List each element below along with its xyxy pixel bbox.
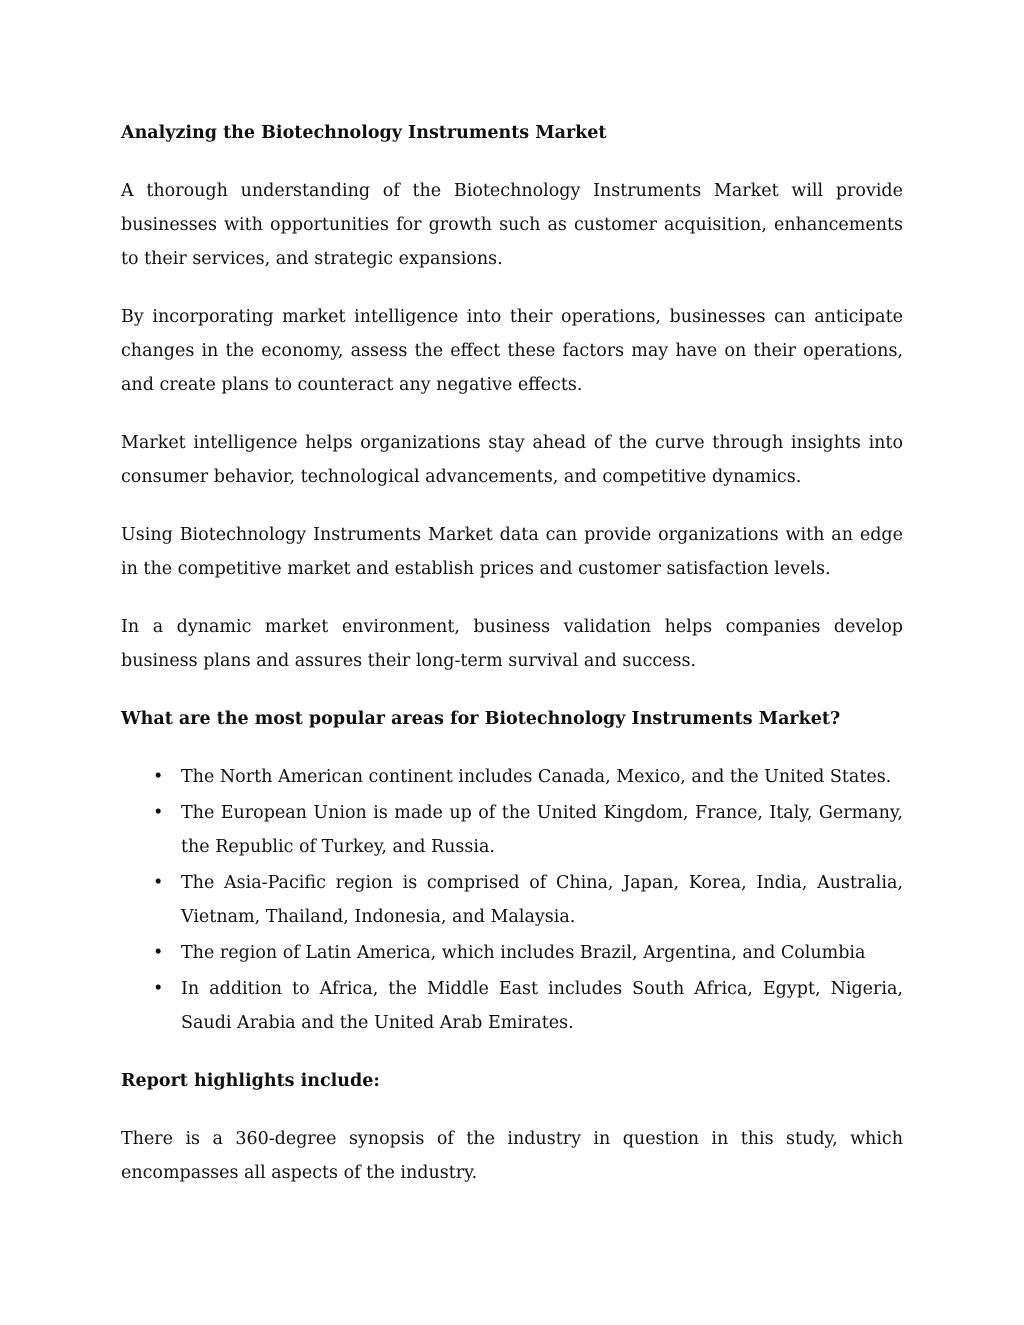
paragraph-market-intelligence: By incorporating market intelligence into their operations, businesses can anticipate changes in the economy, assess the effect these factors may have on their operations, and create plans to counteract any negative effects. bbox=[121, 307, 903, 395]
list-item-text: In addition to Africa, the Middle East includes South Africa, Egypt, Nigeria, Saudi Arabia and the United Arab Emirates. bbox=[181, 979, 903, 1033]
section-heading-popular-areas: What are the most popular areas for Biotechnology Instruments Market? bbox=[121, 709, 841, 729]
section-heading-report-highlights: Report highlights include: bbox=[121, 1071, 380, 1091]
paragraph-stay-ahead: Market intelligence helps organizations stay ahead of the curve through insights into consumer behavior, technological advancements, and competitive dynamics. bbox=[121, 433, 903, 487]
list-item bbox=[121, 796, 903, 864]
paragraph-business-validation: In a dynamic market environment, business validation helps companies develop business plans and assures their long-term survival and success. bbox=[121, 617, 903, 671]
section-heading-analyzing: Analyzing the Biotechnology Instruments Market bbox=[121, 123, 607, 143]
bullet-icon: • bbox=[153, 873, 164, 893]
paragraph-market-data: Using Biotechnology Instruments Market data can provide organizations with an edge in the competitive market and establish prices and customer satisfaction levels. bbox=[121, 525, 903, 579]
list-item-text: The Asia-Pacific region is comprised of China, Japan, Korea, India, Australia, Vietnam, Thailand, Indonesia, and Malaysia. bbox=[181, 873, 903, 927]
bullet-icon: • bbox=[153, 979, 164, 999]
list-item-text: The North American continent includes Canada, Mexico, and the United States. bbox=[181, 767, 892, 787]
bullet-icon: • bbox=[153, 767, 164, 787]
paragraph-understanding: A thorough understanding of the Biotechnology Instruments Market will provide businesses with opportunities for growth such as customer acquisition, enhancements to their services, and strategic expansions. bbox=[121, 181, 903, 269]
list-item bbox=[121, 972, 903, 1040]
list-item bbox=[121, 866, 903, 934]
bullet-icon: • bbox=[153, 943, 164, 963]
list-item bbox=[121, 760, 903, 794]
list-item-text: The region of Latin America, which includes Brazil, Argentina, and Columbia bbox=[181, 943, 866, 963]
paragraph-synopsis: There is a 360-degree synopsis of the industry in question in this study, which encompasses all aspects of the industry. bbox=[121, 1129, 903, 1183]
bullet-icon: • bbox=[153, 803, 164, 823]
document-page bbox=[121, 116, 903, 1190]
list-item bbox=[121, 936, 903, 970]
list-item-text: The European Union is made up of the United Kingdom, France, Italy, Germany, the Republic of Turkey, and Russia. bbox=[181, 803, 903, 857]
regions-list bbox=[121, 760, 903, 1040]
